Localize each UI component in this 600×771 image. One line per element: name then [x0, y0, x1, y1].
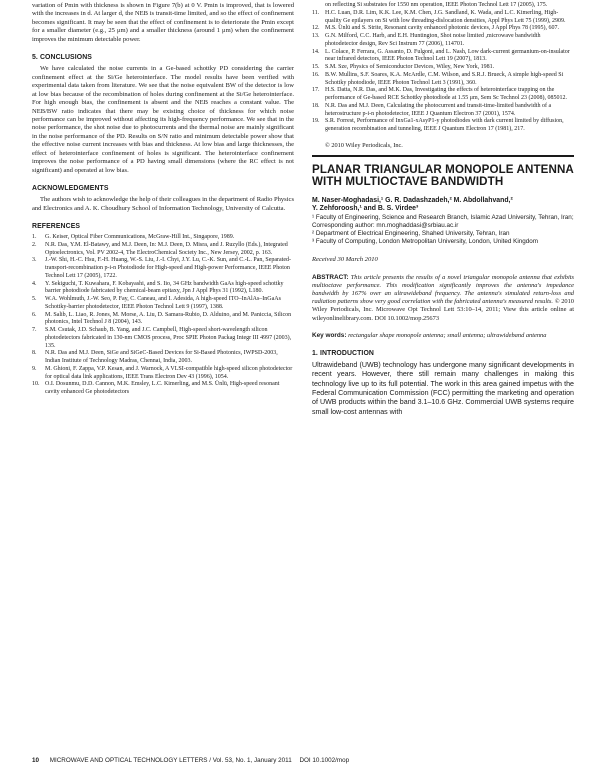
reference-item — [312, 33, 574, 49]
reference-item — [32, 281, 294, 297]
affiliation-3: ³ Faculty of Computing, London Metropolitan University, London, United Kingdom — [312, 238, 538, 246]
journal-info: MICROWAVE AND OPTICAL TECHNOLOGY LETTERS / Vol. 53, No. 1, January 2011 — [49, 757, 292, 764]
reference-text: M.S. Ünlü and S. Strite, Resonant cavity enhanced photonic devices, J Appl Phys 78 (1995), 607. — [325, 25, 559, 32]
reference-number: 14. — [312, 48, 320, 55]
received-date: Received 30 March 2010 — [312, 256, 378, 264]
reference-item — [312, 87, 574, 103]
reference-item — [32, 296, 294, 312]
reference-text: S.R. Forrest, Performance of InxGa1-xAsyP1-y photodiodes with dark current limited by diffusion, generation recombination and tunneling, IEEE J Quantum Electron 17 (1981), 217. — [325, 118, 564, 132]
reference-number: 5. — [32, 296, 37, 303]
keywords — [312, 332, 574, 340]
reference-item — [32, 366, 294, 382]
affiliation-2: ² Department of Electrical Engineering, Shahed University, Tehran, Iran — [312, 229, 510, 237]
references-list — [32, 234, 294, 397]
abstract-label: ABSTRACT: — [312, 273, 349, 281]
abstract-text: This article presents the results of a novel triangular monopole antenna that exhibits multioctave performance. This modification significantly improves the antenna's impedance bandwidth by 167% over an ultrawideband frequency. The antenna's simulated return-loss and radiation patterns show very good correlation with the fabricated antenna's measured results. — [312, 273, 574, 306]
reference-number: 4. — [32, 280, 37, 287]
reference-text: B.W. Mullins, S.F. Soares, K.A. McArdle, C.M. Wilson, and S.R.J. Brueck, A simple high-speed Si Schottky photodiode, IEEE Photon Technol Lett 3 (1991), 360. — [325, 71, 564, 86]
reference-number: 7. — [32, 327, 37, 334]
reference-text: N.R. Das and M.J. Deen, Calculating the photocurrent and transit-time-limited bandwidth of a heterostructure p-i-n photodetector, IEEE J Quantum Electron 37 (2001), 1574. — [325, 102, 552, 117]
reference-item — [312, 10, 574, 26]
page-footer — [32, 757, 572, 765]
copyright-notice: © 2010 Wiley Periodicals, Inc. — [325, 141, 403, 149]
reference-number: 19. — [312, 118, 320, 125]
reference-number: 12. — [312, 25, 320, 32]
reference-text: M. Salib, L. Liao, R. Jones, M. Morse, A. Liu, D. Samara-Rubio, D. Alduino, and M. Paniccia, Silicon photonics, Intel Technol J 8 (2004), 143. — [45, 311, 292, 326]
affiliation-1: ¹ Faculty of Engineering, Science and Research Branch, Islamic Azad University, Tehran, Iran; Corresponding author: mn.moghaddasi@srbiau.ac.ir — [312, 213, 574, 229]
acknowledgments-text: The authors wish to acknowledge the help of their colleagues in the department of Radio Physics and Electronics and A. K. Choudhury School of Information Technology, University of Calcutta. — [32, 196, 294, 212]
introduction-text: Ultrawideband (UWB) technology has undergone many significant developments in recent years. However, there still remain many challenges in making this technology live up to its full potential. The work in this area gained impetus with the Federal Communication Commission (FCC) permitting the marketing and operation of UWB products within the band 3.1–10.6 GHz. Commercial UWB systems require small low-cost antennas with — [312, 361, 574, 416]
reference-text: N.R. Das and M.J. Deen, SiGe and SiGeC-Based Devices for Si-Based Photonics, IWPSD-2003, Indian Institute of Technology Madras, Chennai, India, 2003. — [45, 350, 278, 365]
intro-paragraph: variation of Pmin with thickness is shown in Figure 7(b) at 0 V. Pmin is improved, that is lowered with the increases in d. At larger d, the NEB is transit-time limited, and so the effect of confinement becomes significant. It may be seen that the effect of confinement is to deteriorate the Pmin except for a smaller diameter (e.g., 25 μm) and a smaller thickness (around 1 μm) when the confinement improves the minimum detectable power. — [32, 2, 294, 43]
authors-line-1: M. Naser-Moghadasi,¹ G. R. Dadashzadeh,² M. Abdollahvand,² — [312, 196, 513, 204]
reference-text: G.N. Milford, C.C. Harb, and E.H. Huntington, Shot noise limited ,microwave bandwidth photodetector design, Rev Sci Instrum 77 (2006), 114701. — [325, 33, 541, 47]
right-column — [312, 2, 574, 417]
reference-item — [312, 72, 574, 88]
keywords-text: rectangular shape monopole antenna; small antenna; ultrawideband antenna — [348, 331, 547, 339]
acknowledgments-heading: ACKNOWLEDGMENTS — [32, 185, 109, 193]
reference-text: H.S. Datta, N.R. Das, and M.K. Das, Investigating the effects of heterointerface trapping on the performance of Ge-based RCE Schottky photodiode at 1.55 μm, Sem Sc Technol 23 (2008), 085012. — [325, 87, 567, 101]
reference-number: 17. — [312, 87, 320, 94]
reference-text: O.I. Dosunmu, D.D. Cannon, M.K. Emsley, L.C. Kimerling, and M.S. Ünlü, High-speed resonant cavity enhanced Ge photodetectors — [45, 381, 280, 396]
reference-number: 9. — [32, 365, 37, 372]
reference-number: 6. — [32, 311, 37, 318]
keywords-label: Key words: — [312, 331, 347, 339]
article-title: PLANAR TRIANGULAR MONOPOLE ANTENNA WITH MULTIOCTAVE BANDWIDTH — [312, 162, 574, 189]
footer-doi: DOI 10.1002/mop — [299, 757, 350, 764]
reference-item — [32, 312, 294, 328]
reference-text: H.C. Luan, D.R. Lim, K.K. Lee, K.M. Chen, J.G. Sandland, K. Wada, and L.C. Kimerling, High-quality Ge epilayers on Si with low threading-dislocation densities, Appl Phys Lett 75 (1999), 2909. — [325, 9, 566, 24]
reference-text: L. Colace, P. Ferrara, G. Assanto, D. Fulgoni, and L. Nash, Low dark-current germanium-on-insulator near infrared detectors, IEEE Photon Technol Lett 19 (2007), 1813. — [325, 48, 570, 63]
reference-item — [312, 118, 574, 134]
abstract — [312, 274, 574, 323]
reference-number: 16. — [312, 71, 320, 78]
reference-number: 8. — [32, 350, 37, 357]
reference-text: J.-W. Shi, H.-C. Hsu, F.-H. Huang, W.-S. Liu, J.-I. Chyi, J.Y. Lu, C.-K. Sun, and C.-L. Pan, Separated-transport-recombination p-i-n Photodiode for High-speed and High-power Performance, IEEE Photon Technol Lett 17 (2005), 1722. — [45, 257, 292, 279]
reference-number: 18. — [312, 102, 320, 109]
conclusions-text: We have calculated the noise currents in a Ge-based schottky PD considering the carrier confinement effect at the Si/Ge heterointerface. The model results have been verified with experimental data taken from literature. We see that the noise equivalent BW of the detector is low at low bias because of the recombination of holes during confinement at the Si/Ge heterointerface. For high enough bias, the confinement is absent and the NEB reaches a constant value. The NEB/BW ratio indicates that there may be existing choice of thickness for which noise performance can be improved without affecting its high-frequency performance. We see that in the noise performance, the shot noise due to photocurrents and the thermal noise are mainly significant in the noise performance of the PD. Results on S/N ratio and minimum detectable power show that the effective noise current increases with bias and thickness. At low bias and large thicknesses, the effect of heterointerface confinement of holes is significant. The heterointerface confinement improves the noise performance of a PD having small dimensions (where the RC effect is not significant) and operated at low bias. — [32, 65, 294, 174]
authors-line-2: Y. Zehforoosh,¹ and B. S. Virdee³ — [312, 205, 419, 213]
reference-number: 10. — [32, 381, 40, 388]
reference-item — [32, 350, 294, 366]
reference-text: N.R. Das, Y.M. El-Batawy, and M.J. Deen, In: M.J. Deen, D. Misra, and J. Ruzyllo (Eds.), Integrated Optoelectronics, Vol. PV 2002-4, The ElectroChemical Society Inc., New Jersey, 2002, p. 163. — [45, 241, 288, 256]
reference-text: W.A. Wohlmuth, J.-W. Seo, P. Fay, C. Caneau, and I. Adesida, A high-speed ITO–InAlAs–InGaAs Schottky-barrier photodetector, IEEE Photon Technol Lett 9 (1997), 1388. — [45, 296, 281, 310]
reference-number: 2. — [32, 241, 37, 248]
reference-item — [312, 64, 574, 72]
abstract-tail: © 2010 Wiley Periodicals, Inc. Microwave Opt Technol Lett 53:10–14, 2011; View this article online at wileyonlinelibrary.com. DOI 10.1002/mop.25673 — [312, 298, 574, 322]
reference-item — [312, 49, 574, 65]
reference-item — [32, 327, 294, 350]
reference-number: 13. — [312, 33, 320, 39]
reference-item — [312, 25, 574, 33]
references-list-continued — [312, 2, 574, 134]
introduction-heading: 1. INTRODUCTION — [312, 350, 374, 358]
reference-number: 3. — [32, 257, 37, 264]
left-column — [32, 2, 294, 397]
reference-text: S.M. Sze, Physics of Semiconductor Devices, Wiley, New York, 1981. — [325, 64, 495, 70]
reference-number: 11. — [312, 9, 320, 16]
reference-item — [32, 257, 294, 280]
reference-item — [312, 103, 574, 119]
reference-text: on reflecting Si substrates for 1550 nm operation, IEEE Photon Technol Lett 17 (2005), 175. — [325, 2, 548, 8]
reference-text: M. Ghioni, F. Zappa, V.P. Kesan, and J. Warnock, A VLSI-compatible high-speed silicon photodetector for optical data link applications, IEEE Trans Electron Dev 43 (1996), 1054. — [45, 365, 293, 380]
reference-number: 15. — [312, 64, 320, 70]
article-divider — [312, 155, 574, 157]
reference-item — [32, 234, 294, 242]
reference-text: S.M. Csutak, J.D. Schaub, B. Yang, and J.C. Campbell, High-speed short-wavelength silicon photodetectors fabricated in 130-nm CMOS process, Proc SPIE Photon Packag Integr III 4997 (2003), 135. — [45, 327, 292, 349]
reference-number: 1. — [32, 234, 37, 241]
reference-text: Y. Sekiguchi, T. Kuwahara, F. Kobayashi, and S. Iio, 34 GHz bandwidth GaAs high-speed schottky barrier photodiode fabricated by chemical-beam epitaxy, Jpn J Appl Phys 31 (1992), L180. — [45, 280, 284, 295]
reference-item — [32, 381, 294, 397]
page-number: 10 — [32, 757, 40, 764]
reference-number — [312, 2, 325, 10]
reference-item — [312, 2, 574, 10]
references-heading: REFERENCES — [32, 223, 81, 231]
reference-item — [32, 242, 294, 258]
conclusions-heading: 5. CONCLUSIONS — [32, 54, 92, 62]
reference-text: G. Keiser, Optical Fiber Communications, McGraw-Hill Int., Singapore, 1989. — [45, 234, 235, 241]
